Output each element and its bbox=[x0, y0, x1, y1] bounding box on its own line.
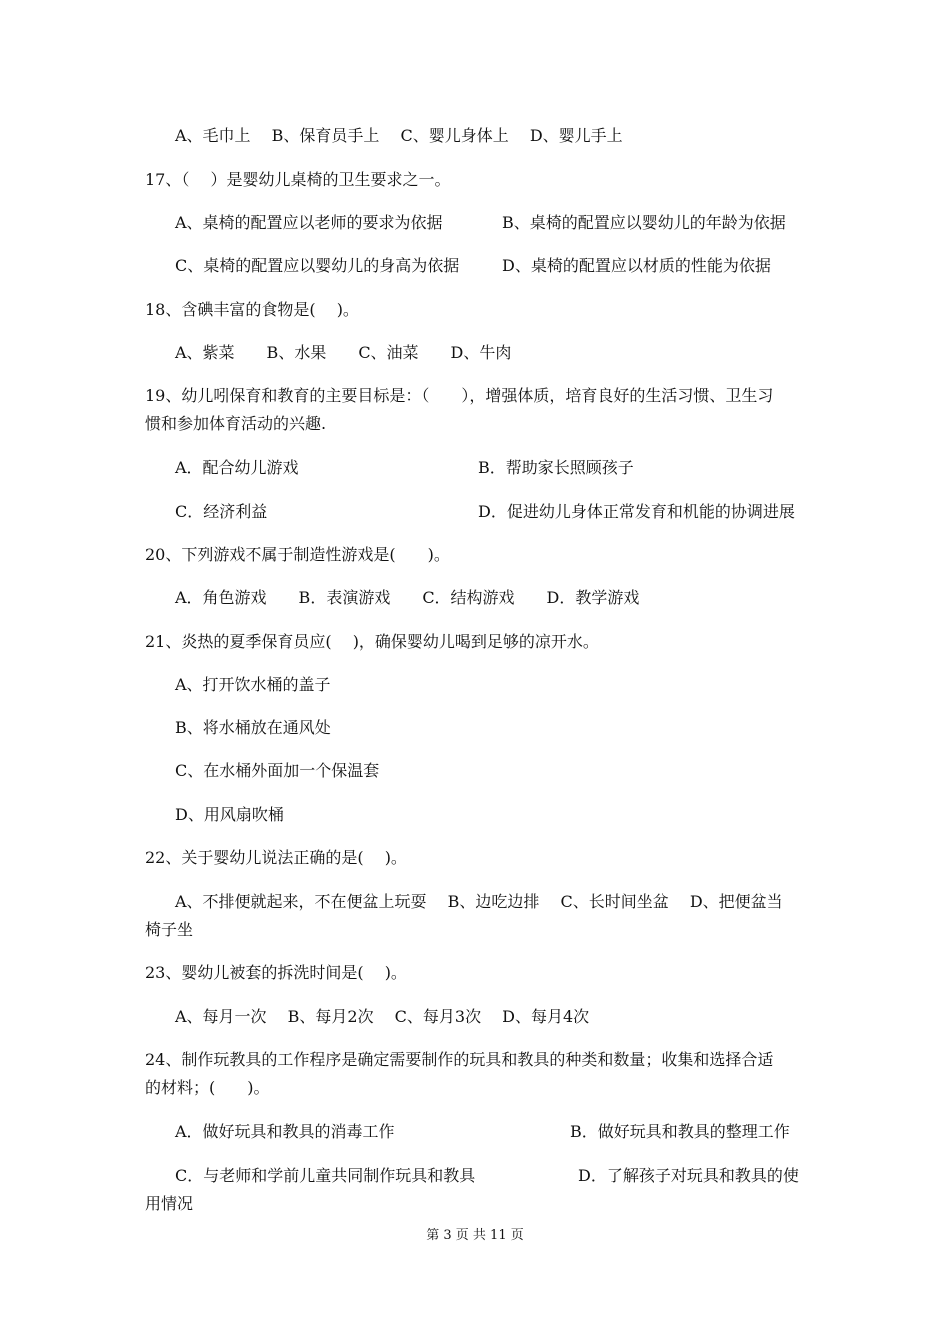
q17-option-b: B、桌椅的配置应以婴幼儿的年龄为依据 bbox=[502, 213, 786, 232]
question-20: 20、下列游戏不属于制造性游戏是( )。 bbox=[145, 545, 450, 564]
q17-option-d: D、桌椅的配置应以材质的性能为依据 bbox=[502, 256, 771, 275]
question-24-line-1: 24、制作玩教具的工作程序是确定需要制作的玩具和教具的种类和数量；收集和选择合适 bbox=[145, 1050, 774, 1069]
q16-options: A、毛巾上 B、保育员手上 C、婴儿身体上 D、婴儿手上 bbox=[175, 126, 623, 145]
q22-options-line-1: A、不排便就起来，不在便盆上玩耍 B、边吃边排 C、长时间坐盆 D、把便盆当 bbox=[175, 892, 783, 911]
q24-option-d: D．了解孩子对玩具和教具的使 bbox=[578, 1166, 799, 1185]
q17-option-c: C、桌椅的配置应以婴幼儿的身高为依据 bbox=[175, 256, 460, 275]
q24-option-c: C．与老师和学前儿童共同制作玩具和教具 bbox=[175, 1166, 476, 1185]
q20-options: A．角色游戏 B．表演游戏 C．结构游戏 D．教学游戏 bbox=[175, 588, 640, 607]
question-17: 17、（ ）是婴幼儿桌椅的卫生要求之一。 bbox=[145, 170, 451, 189]
q19-option-a: A．配合幼儿游戏 bbox=[175, 458, 299, 477]
q19-option-c: C．经济利益 bbox=[175, 502, 268, 521]
question-24-line-2: 的材料；( )。 bbox=[145, 1078, 270, 1097]
question-19-line-1: 19、幼儿吲保育和教育的主要目标是：（ ），增强体质，培育良好的生活习惯、卫生习 bbox=[145, 386, 774, 405]
question-22: 22、关于婴幼儿说法正确的是( )。 bbox=[145, 848, 407, 867]
q18-options: A、紫菜 B、水果 C、油菜 D、牛肉 bbox=[175, 343, 512, 362]
q19-option-b: B．帮助家长照顾孩子 bbox=[478, 458, 634, 477]
q21-option-a: A、打开饮水桶的盖子 bbox=[175, 675, 331, 694]
question-21: 21、炎热的夏季保育员应( )，确保婴幼儿喝到足够的凉开水。 bbox=[145, 632, 599, 651]
q23-options: A、每月一次 B、每月2次 C、每月3次 D、每月4次 bbox=[175, 1007, 590, 1026]
q22-options-line-2: 椅子坐 bbox=[145, 920, 194, 939]
question-19-line-2: 惯和参加体育活动的兴趣. bbox=[145, 414, 327, 433]
page-footer: 第 3 页 共 11 页 bbox=[426, 1228, 524, 1243]
q24-option-b: B．做好玩具和教具的整理工作 bbox=[570, 1122, 790, 1141]
question-23: 23、婴幼儿被套的拆洗时间是( )。 bbox=[145, 963, 407, 982]
q21-option-b: B、将水桶放在通风处 bbox=[175, 718, 331, 737]
q19-option-d: D．促进幼儿身体正常发育和机能的协调进展 bbox=[478, 502, 795, 521]
q24-option-a: A．做好玩具和教具的消毒工作 bbox=[175, 1122, 395, 1141]
q21-option-c: C、在水桶外面加一个保温套 bbox=[175, 761, 380, 780]
q21-option-d: D、用风扇吹桶 bbox=[175, 805, 284, 824]
q17-option-a: A、桌椅的配置应以老师的要求为依据 bbox=[175, 213, 443, 232]
question-18: 18、含碘丰富的食物是( )。 bbox=[145, 300, 359, 319]
q24-option-d-continued: 用情况 bbox=[145, 1194, 194, 1213]
